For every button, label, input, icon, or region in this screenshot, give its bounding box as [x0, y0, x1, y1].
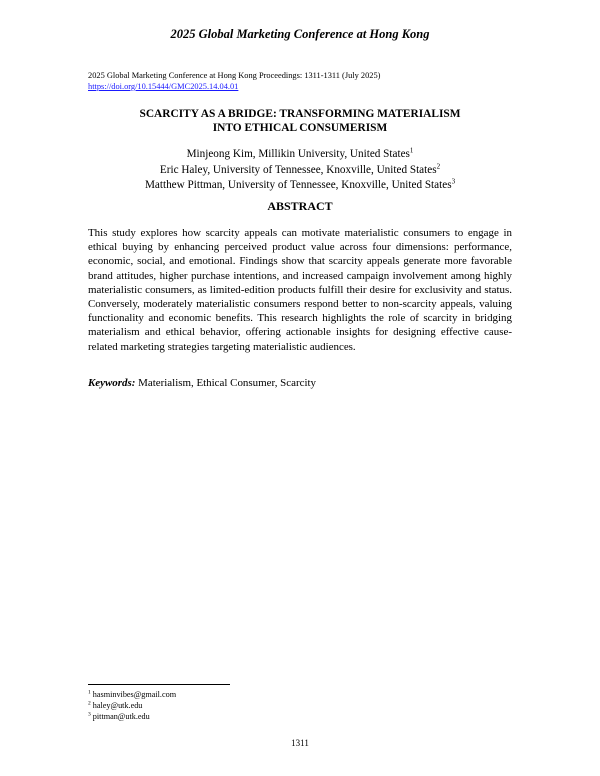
footnote-mark: 1 [88, 689, 91, 696]
author-footnote-mark: 2 [436, 161, 441, 170]
footnote-divider [88, 684, 230, 685]
author-name: Minjeong Kim, Millikin University, United States [186, 148, 410, 160]
author-name: Matthew Pittman, University of Tennessee, Knoxville, United States [144, 179, 452, 191]
footnote-email: pittman@utk.edu [92, 712, 150, 721]
title-line-1: SCARCITY AS A BRIDGE: TRANSFORMING MATERIALISM [139, 108, 461, 120]
abstract-heading: ABSTRACT [267, 199, 333, 213]
footnote-mark: 3 [88, 711, 91, 718]
author-footnote-mark: 3 [451, 177, 456, 186]
footnote-item [88, 689, 176, 700]
keywords-value: Materialism, Ethical Consumer, Scarcity [138, 377, 316, 389]
footnote-mark: 2 [88, 700, 91, 707]
author-line [0, 178, 600, 194]
proceedings-info [88, 70, 380, 92]
proceedings-citation: 2025 Global Marketing Conference at Hong Kong Proceedings: 1311-1311 (July 2025) [88, 71, 381, 80]
author-name: Eric Haley, University of Tennessee, Knoxville, United States [159, 163, 437, 176]
author-line [0, 163, 600, 179]
doi-link[interactable]: https://doi.org/10.15444/GMC2025.14.04.01 [88, 82, 239, 91]
page-number: 1311 [291, 738, 309, 748]
abstract-body: This study explores how scarcity appeals can motivate materialistic consumers to engage in ethical buying by enhancing perceived product value across four dimensions: performance, economic, social, and emotional. Findings show that scarcity appeals generate more favorable brand attitudes, higher purchase intentions, and increased campaign involvement among highly materialistic consumers, as limited-edition products fulfill their desire for exclusivity and status. Conversely, moderately materialistic consumers respond better to non-scarcity appeals, valuing functionality and economic benefits. This research highlights the role of scarcity in bridging materialism and ethical behavior, offering actionable insights for designing effective cause-related marketing strategies targeting materialistic audiences. [88, 227, 512, 353]
author-list [0, 147, 600, 194]
footnote-item [88, 711, 176, 722]
footnote-item [88, 700, 176, 711]
keywords-label: Keywords: [88, 377, 136, 389]
footnote-email: haley@utk.edu [92, 701, 143, 710]
footnotes [88, 689, 176, 722]
keywords-line [88, 376, 512, 390]
author-footnote-mark: 1 [409, 146, 414, 155]
footnote-email: hasminvibes@gmail.com [92, 690, 177, 699]
running-head: 2025 Global Marketing Conference at Hong Kong [170, 27, 430, 41]
author-line [0, 147, 600, 163]
paper-title [0, 107, 600, 135]
title-line-2: INTO ETHICAL CONSUMERISM [212, 122, 388, 134]
